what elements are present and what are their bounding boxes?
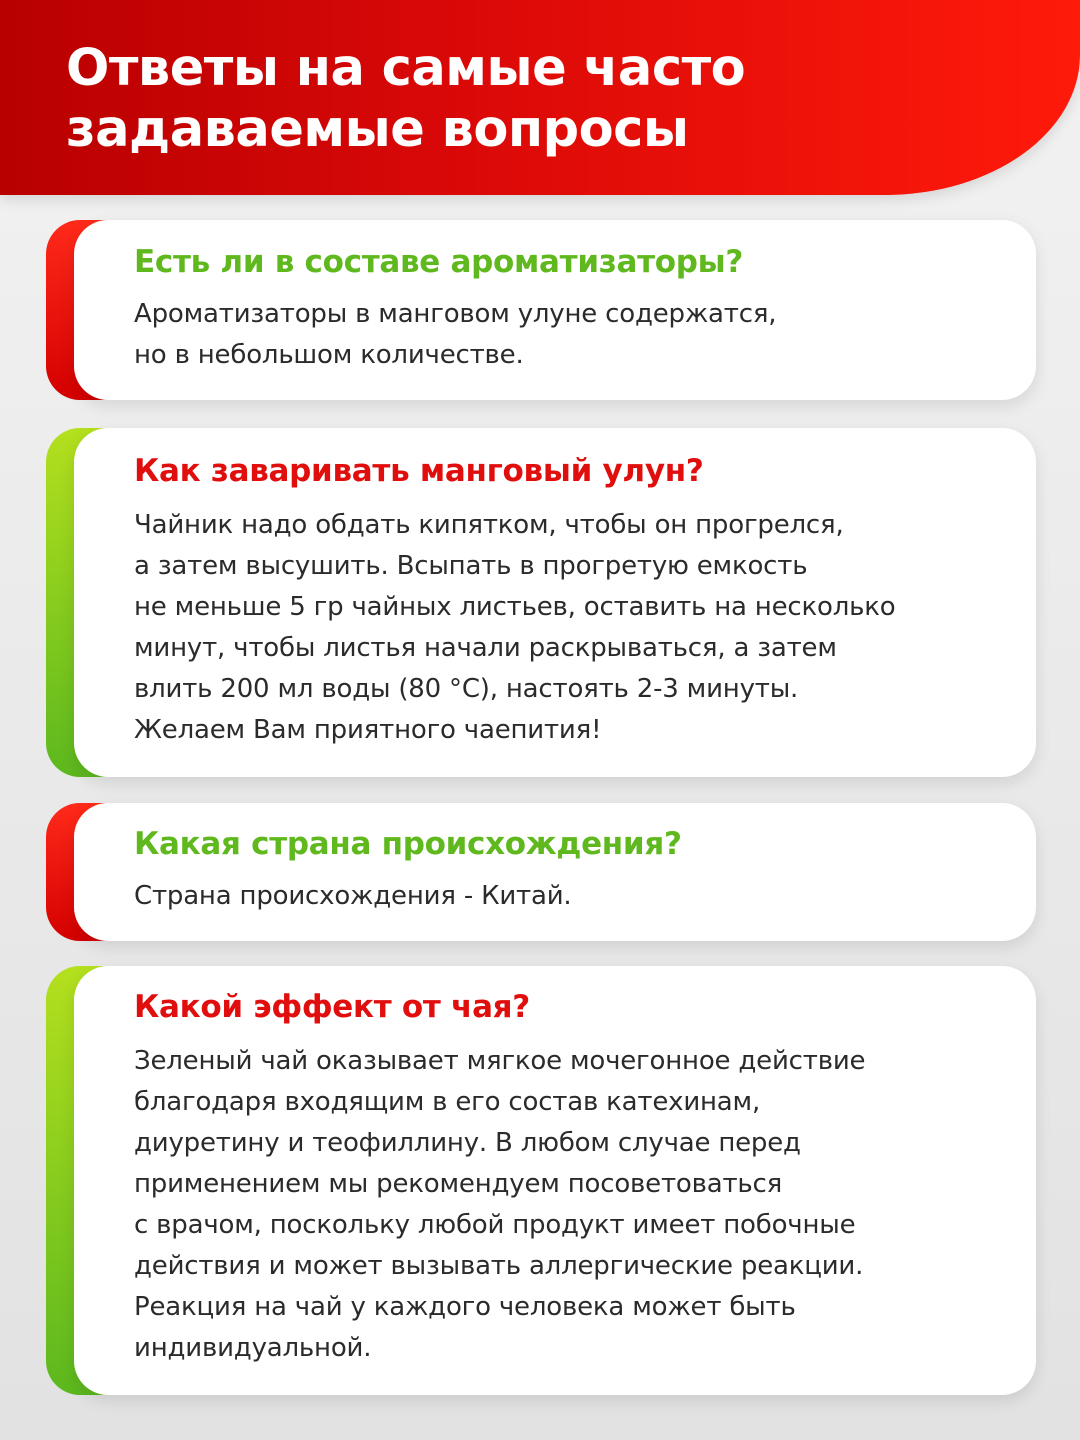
faq-card bbox=[74, 428, 1036, 777]
faq-answer: Зеленый чай оказывает мягкое мочегонное действие благодаря входящим в его состав катехинам, диуретину и теофиллину. В любом случае перед применением мы рекомендуем посоветоваться с врачом, поскольку любой продукт имеет побочные действия и может вызывать аллергические реакции. Реакция на чай у каждого человека может быть индивидуальной. bbox=[134, 1046, 866, 1363]
faq-question: Какой эффект от чая? bbox=[134, 989, 530, 1025]
faq-item-effect bbox=[46, 966, 1036, 1395]
faq-question: Как заваривать манговый улун? bbox=[134, 453, 704, 489]
faq-card bbox=[74, 803, 1036, 941]
faq-answer: Ароматизаторы в манговом улуне содержатся, но в небольшом количестве. bbox=[134, 299, 777, 370]
faq-item-origin bbox=[46, 803, 1036, 941]
page-title: Ответы на самые часто задаваемые вопросы bbox=[66, 39, 746, 159]
faq-answer: Чайник надо обдать кипятком, чтобы он прогрелся, а затем высушить. Всыпать в прогретую емкость не меньше 5 гр чайных листьев, оставить на несколько минут, чтобы листья начали раскрываться, а затем влить 200 мл воды (80 °С), настоять 2-3 минуты. Желаем Вам приятного чаепития! bbox=[134, 510, 896, 745]
faq-answer: Страна происхождения - Китай. bbox=[134, 881, 572, 911]
faq-card bbox=[74, 220, 1036, 400]
faq-question: Есть ли в составе ароматизаторы? bbox=[134, 244, 744, 280]
faq-question: Какая страна происхождения? bbox=[134, 826, 682, 862]
faq-item-flavorings bbox=[46, 220, 1036, 400]
faq-card bbox=[74, 966, 1036, 1395]
faq-item-brewing bbox=[46, 428, 1036, 777]
header-banner bbox=[0, 0, 1080, 195]
